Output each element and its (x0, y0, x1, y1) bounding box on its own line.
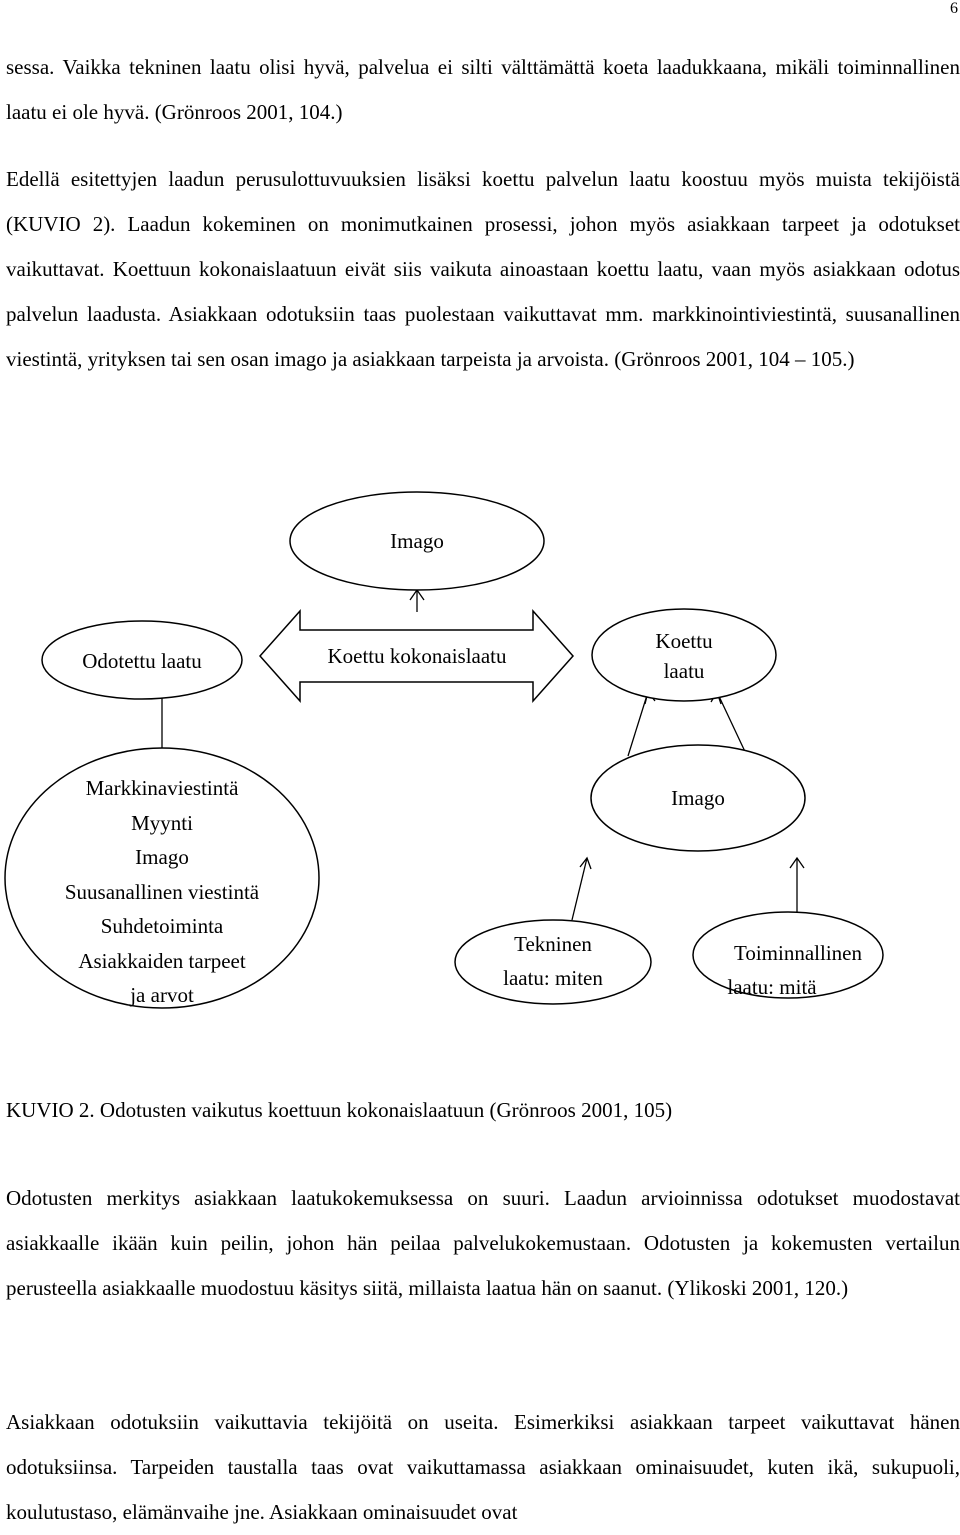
factor-item: Imago (135, 845, 189, 869)
technical-quality-label-line1: Tekninen (514, 932, 592, 956)
factor-item: Myynti (131, 811, 193, 835)
paragraph-expectations: Odotusten merkitys asiakkaan laatukokemuksessa on suuri. Laadun arvioinnissa odotukset muodostavat asiakkaalle ikään kuin peilin, johon hän peilaa palvelukokemustaan. Odotusten ja kokemusten vertailun perusteella asiakkaalle muodostuu käsitys siitä, millaista laatua hän on saanut. (Ylikoski 2001, 120.) (6, 1186, 960, 1300)
page-number: 6 (950, 0, 958, 17)
quality-diagram (0, 480, 960, 1040)
imago-right-label: Imago (671, 786, 725, 810)
factor-item: Suhdetoiminta (100, 914, 224, 938)
factor-item: Markkinaviestintä (85, 776, 239, 800)
total-quality-label: Koettu kokonaislaatu (327, 644, 507, 668)
paragraph-expectation-factors: Asiakkaan odotuksiin vaikuttavia tekijöitä on useita. Esimerkiksi asiakkaan tarpeet vaikuttavat hänen odotuksiinsa. Tarpeiden taustalla taas ovat vaikuttamassa asiakkaan ominaisuudet, kuten ikä, sukupuoli, koulutustaso, elämänvaihe jne. Asiakkaan ominaisuudet ovat (6, 1410, 960, 1524)
factor-item: Suusanallinen viestintä (64, 880, 260, 904)
expected-quality-label: Odotettu laatu (82, 649, 202, 673)
paragraph-intro: sessa. Vaikka tekninen laatu olisi hyvä, palvelua ei silti välttämättä koeta laadukkaana, mikäli toiminnallinen laatu ei ole hyvä. (Grönroos 2001, 104.) (6, 55, 960, 124)
figure-caption: KUVIO 2. Odotusten vaikutus koettuun kokonaislaatuun (Grönroos 2001, 105) (6, 1098, 673, 1122)
experienced-quality-node (592, 609, 776, 701)
functional-quality-label-line1: Toiminnallinen (733, 941, 863, 965)
technical-quality-label-line2: laatu: miten (503, 966, 603, 990)
connector-technical-to-imago (572, 858, 587, 920)
imago-top-label: Imago (390, 529, 444, 553)
factor-item: ja arvot (130, 983, 194, 1007)
experienced-quality-label-line1: Koettu (655, 629, 713, 653)
factor-item: Asiakkaiden tarpeet (78, 949, 246, 973)
paragraph-quality-factors: Edellä esitettyjen laadun perusulottuvuuksien lisäksi koettu palvelun laatu koostuu myös muista tekijöistä (KUVIO 2). Laadun kokeminen on monimutkainen prosessi, johon myös asiakkaan tarpeet ja odotukset vaikuttavat. Koettuun kokonaislaatuun eivät siis vaikuta ainoastaan koettu laatu, vaan myös asiakkaan odotus palvelun laadusta. Asiakkaan odotuksiin taas puolestaan vaikuttavat mm. markkinointiviestintä, suusanallinen viestintä, yrityksen tai sen osan imago ja asiakkaan tarpeista ja arvoista. (Grönroos 2001, 104 – 105.) (6, 167, 960, 371)
functional-quality-label-line2: laatu: mitä (727, 975, 817, 999)
experienced-quality-label-line2: laatu (663, 659, 705, 683)
